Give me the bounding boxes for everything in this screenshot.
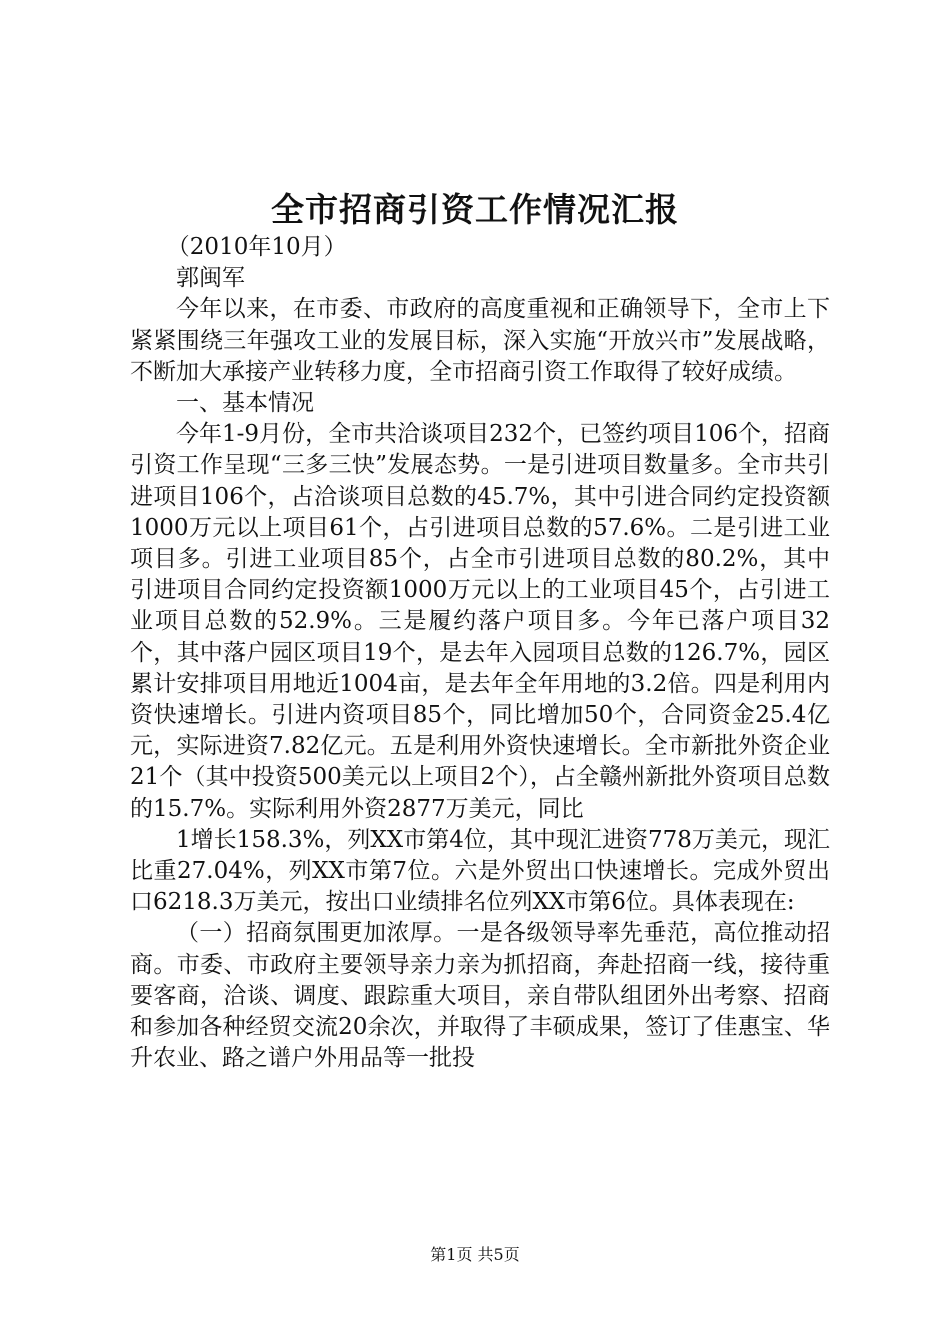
section-heading-basic: 一、基本情况	[176, 390, 314, 417]
paragraph-growth: 1增长158.3%，列XX市第4位，其中现汇进资778万美元，现汇比重27.04%，列XX市第7位。六是外贸出口快速增长。完成外贸出口6218.3万美元，按出口业绩排名位列XX市第6位。具体表现在:	[130, 826, 830, 916]
paragraph-atmosphere: （一）招商氛围更加浓厚。一是各级领导率先垂范，高位推动招商。市委、市政府主要领导亲力亲为抓招商，奔赴招商一线，接待重要客商，洽谈、调度、跟踪重大项目，亲自带队组团外出考察、招商和参加各种经贸交流20余次，并取得了丰硕成果，签订了佳惠宝、华升农业、路之谱户外用品等一批投	[130, 920, 830, 1072]
paragraph-basic-situation: 今年1-9月份，全市共洽谈项目232个，已签约项目106个，招商引资工作呈现“三多三快”发展态势。一是引进项目数量多。全市共引进项目106个，占洽谈项目总数的45.7%，其中引进合同约定投资额1000万元以上项目61个，占引进项目总数的57.6%。二是引进工业项目多。引进工业项目85个，占全市引进项目总数的80.2%，其中引进项目合同约定投资额1000万元以上的工业项目45个，占引进工业项目总数的52.9%。三是履约落户项目多。今年已落户项目32个，其中落户园区项目19个，是去年入园项目总数的126.7%，园区累计安排项目用地近1004亩，是去年全年用地的3.2倍。四是利用内资快速增长。引进内资项目85个，同比增加50个，合同资金25.4亿元，实际进资7.82亿元。五是利用外资快速增长。全市新批外资企业21个（其中投资500美元以上项目2个），占全赣州新批外资项目总数的15.7%。实际利用外资2877万美元，同比	[130, 421, 830, 822]
document-date: （2010年10月）	[166, 234, 347, 260]
paragraph-intro: 今年以来，在市委、市政府的高度重视和正确领导下，全市上下紧紧围绕三年强攻工业的发展目标，深入实施“开放兴市”发展战略，不断加大承接产业转移力度，全市招商引资工作取得了较好成绩。	[130, 296, 830, 385]
document-body	[130, 232, 830, 1074]
document-title: 全市招商引资工作情况汇报	[271, 190, 679, 229]
document-author: 郭闽军	[176, 265, 245, 292]
page-footer: 第1页 共5页	[430, 1245, 520, 1264]
